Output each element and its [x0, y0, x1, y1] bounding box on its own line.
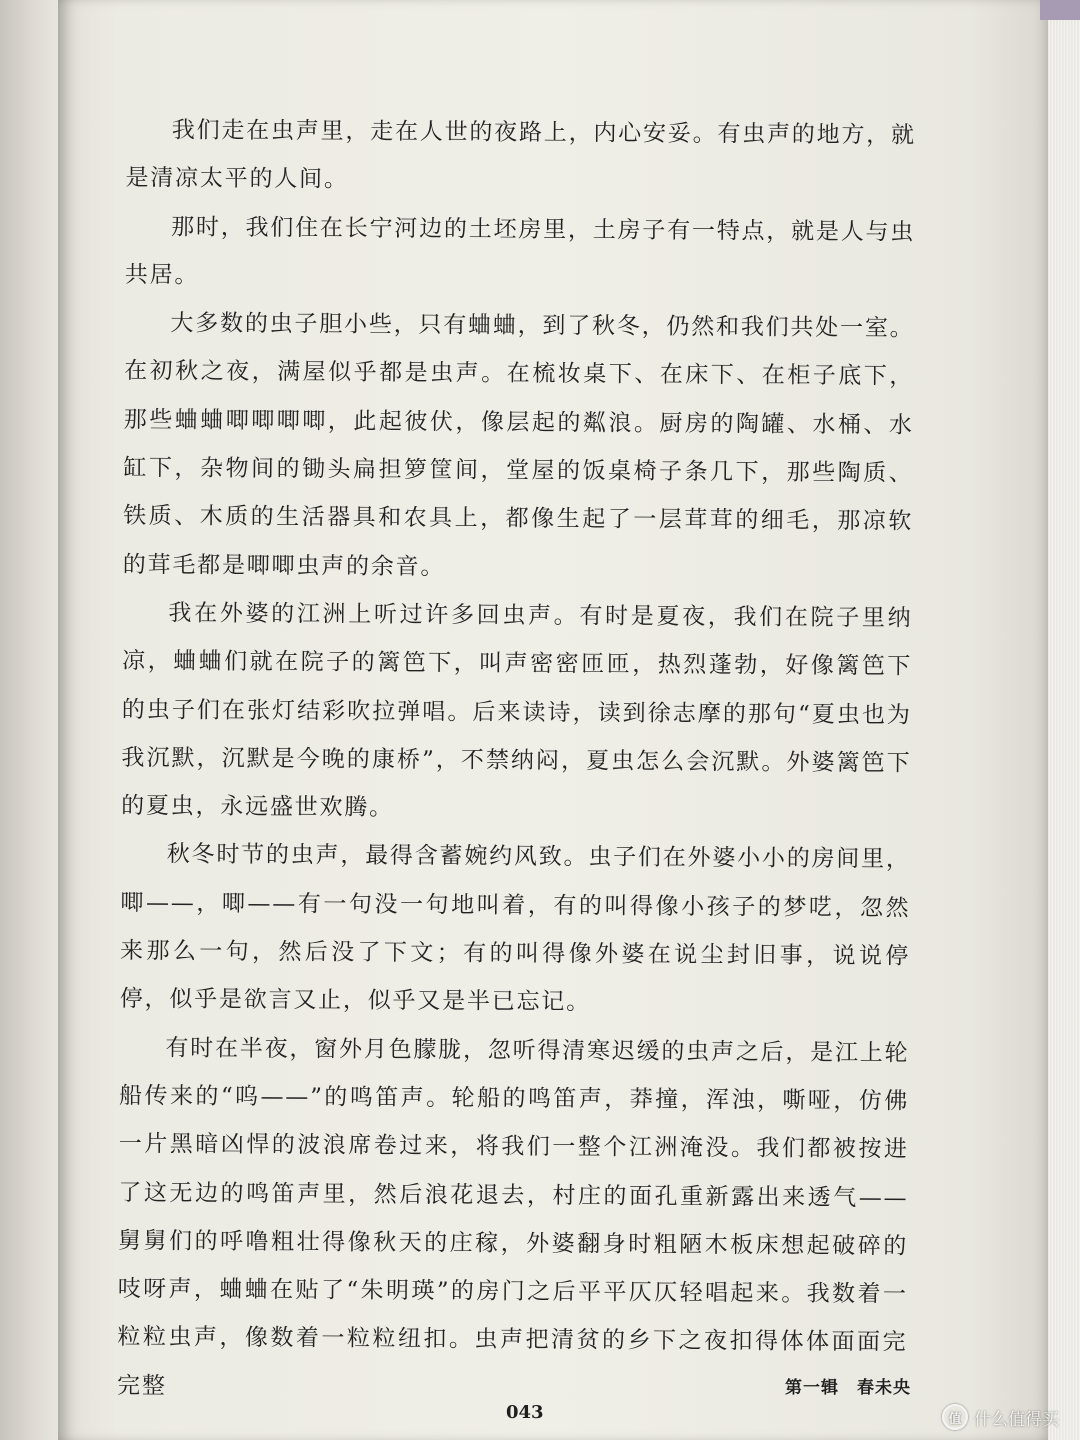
paragraph-1: 我们走在虫声里，走在人世的夜路上，内心安妥。有虫声的地方，就是清凉太平的人间。	[125, 117, 916, 193]
page-edges-right	[1048, 0, 1080, 1440]
body-text	[117, 106, 916, 1415]
paragraph-4: 我在外婆的江洲上听过许多回虫声。有时是夏夜，我们在院子里纳凉，蛐蛐们就在院子的篱笆下，叫声密密匝匝，热烈蓬勃，好像篱笆下的虫子们在张灯结彩吹拉弹唱。后来读诗，读到徐志摩的那句“夏虫也为我沉默，沉默是今晚的康桥”，不禁纳闷，夏虫怎么会沉默。外婆篱笆下的夏虫，永远盛世欢腾。	[121, 600, 913, 822]
paragraph-3: 大多数的虫子胆小些，只有蛐蛐，到了秋冬，仍然和我们共处一室。在初秋之夜，满屋似乎都是虫声。在梳妆桌下、在床下、在柜子底下，那些蛐蛐唧唧唧唧，此起彼伏，像层起的粼浪。厨房的陶罐、水桶、水缸下，杂物间的锄头扁担箩筐间，堂屋的饭桌椅子条几下，那些陶质、铁质、木质的生活器具和农具上，都像生起了一层茸茸的细毛，那凉软的茸毛都是唧唧虫声的余音。	[122, 310, 915, 580]
watermark	[942, 1402, 1059, 1432]
background-corner	[1040, 0, 1080, 20]
paragraph-5: 秋冬时节的虫声，最得含蓄婉约风致。虫子们在外婆小小的房间里，唧——，唧——有一句没一句地叫着，有的叫得像小孩子的梦呓，忽然来那么一句，然后没了下文；有的叫得像外婆在说尘封旧事，说说停停，似乎是欲言又止，似乎又是半已忘记。	[119, 841, 911, 1016]
chapter-title: 第一辑 春未央	[785, 1378, 911, 1398]
page-number: 043	[506, 1402, 544, 1423]
watermark-logo-icon: 值	[942, 1404, 968, 1430]
paragraph-6: 有时在半夜，窗外月色朦胧，忽听得清寒迟缓的虫声之后，是江上轮船传来的“呜——”的鸣笛声。轮船的鸣笛声，莽撞，浑浊，嘶哑，仿佛一片黑暗凶悍的波浪席卷过来，将我们一整个江洲淹没。我们都被按进了这无边的鸣笛声里，然后浪花退去，村庄的面孔重新露出来透气——舅舅们的呼噜粗壮得像秋天的庄稼，外婆翻身时粗陋木板床想起破碎的吱呀声，蛐蛐在贴了“朱明瑛”的房门之后平平仄仄轻唱起来。我数着一粒粒虫声，像数着一粒粒纽扣。虫声把清贫的乡下之夜扣得体体面面完完整	[116, 1034, 910, 1400]
paragraph-2: 那时，我们住在长宁河边的土坯房里，土房子有一特点，就是人与虫共居。	[124, 213, 916, 289]
watermark-text: 什么值得买	[974, 1409, 1059, 1430]
